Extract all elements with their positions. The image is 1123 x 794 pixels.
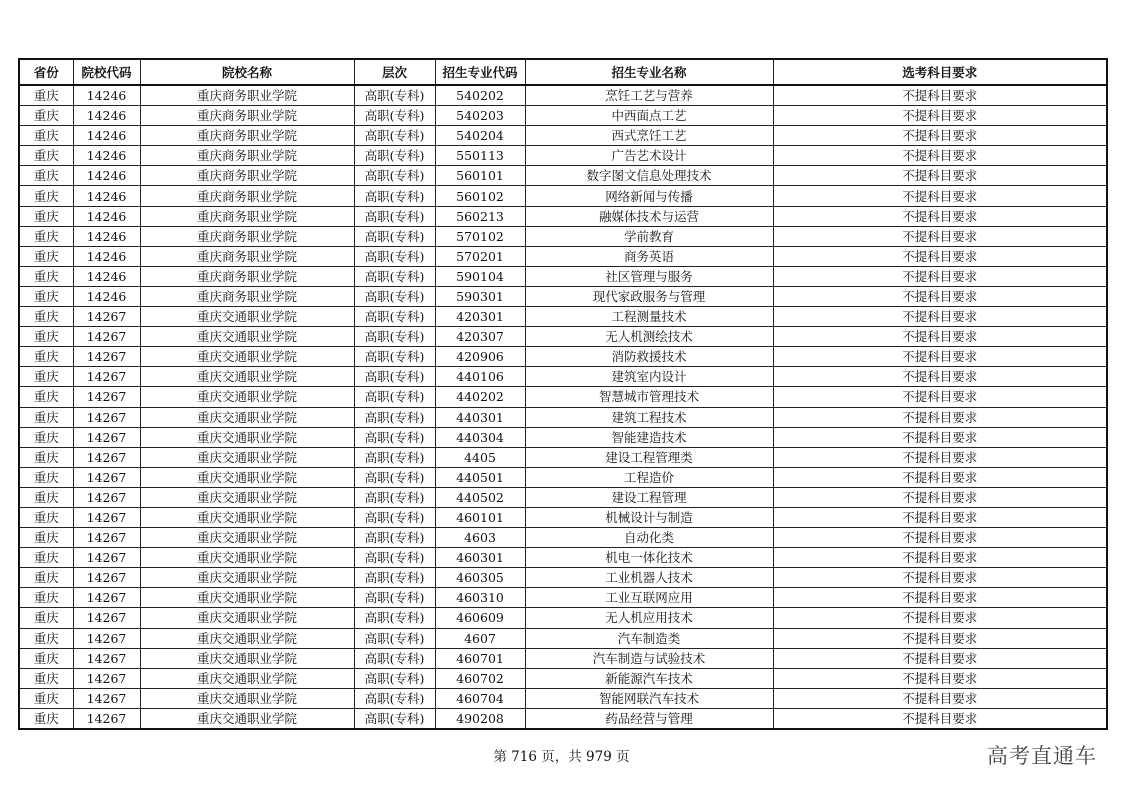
cell-school-code: 14267 [73,307,140,327]
cell-school-name: 重庆交通职业学院 [140,507,354,527]
cell-subject-requirement: 不提科目要求 [773,206,1107,226]
cell-school-name: 重庆交通职业学院 [140,688,354,708]
cell-level: 高职(专科) [354,246,435,266]
cell-school-name: 重庆交通职业学院 [140,708,354,729]
cell-subject-requirement: 不提科目要求 [773,146,1107,166]
cell-subject-requirement: 不提科目要求 [773,608,1107,628]
cell-subject-requirement: 不提科目要求 [773,246,1107,266]
table-row [19,85,1107,106]
cell-province: 重庆 [19,246,73,266]
header-school-name: 院校名称 [140,59,354,85]
cell-school-name: 重庆商务职业学院 [140,206,354,226]
header-province: 省份 [19,59,73,85]
cell-school-name: 重庆交通职业学院 [140,387,354,407]
cell-school-code: 14267 [73,668,140,688]
cell-major-code: 570102 [435,226,525,246]
cell-subject-requirement: 不提科目要求 [773,367,1107,387]
table-row [19,528,1107,548]
table-row [19,307,1107,327]
cell-school-name: 重庆商务职业学院 [140,85,354,106]
header-level: 层次 [354,59,435,85]
cell-province: 重庆 [19,206,73,226]
table-row [19,106,1107,126]
cell-level: 高职(专科) [354,528,435,548]
table-row [19,246,1107,266]
cell-province: 重庆 [19,347,73,367]
cell-province: 重庆 [19,668,73,688]
cell-school-code: 14267 [73,608,140,628]
cell-province: 重庆 [19,186,73,206]
cell-major-name: 机械设计与制造 [525,507,773,527]
cell-school-name: 重庆商务职业学院 [140,126,354,146]
cell-level: 高职(专科) [354,166,435,186]
cell-school-name: 重庆交通职业学院 [140,427,354,447]
cell-school-name: 重庆交通职业学院 [140,467,354,487]
table-row [19,146,1107,166]
cell-subject-requirement: 不提科目要求 [773,688,1107,708]
cell-province: 重庆 [19,608,73,628]
cell-school-code: 14267 [73,387,140,407]
table-row [19,568,1107,588]
cell-subject-requirement: 不提科目要求 [773,226,1107,246]
cell-school-code: 14267 [73,507,140,527]
cell-level: 高职(专科) [354,487,435,507]
cell-major-name: 工业互联网应用 [525,588,773,608]
cell-major-code: 540204 [435,126,525,146]
header-major-code: 招生专业代码 [435,59,525,85]
cell-major-name: 中西面点工艺 [525,106,773,126]
cell-school-name: 重庆交通职业学院 [140,307,354,327]
header-subject-requirement: 选考科目要求 [773,59,1107,85]
cell-major-name: 智能网联汽车技术 [525,688,773,708]
cell-subject-requirement: 不提科目要求 [773,648,1107,668]
cell-subject-requirement: 不提科目要求 [773,487,1107,507]
cell-major-code: 440202 [435,387,525,407]
table-row [19,688,1107,708]
cell-major-code: 4607 [435,628,525,648]
cell-province: 重庆 [19,548,73,568]
table-row [19,186,1107,206]
cell-school-code: 14267 [73,407,140,427]
cell-major-code: 420301 [435,307,525,327]
cell-subject-requirement: 不提科目要求 [773,447,1107,467]
cell-subject-requirement: 不提科目要求 [773,166,1107,186]
table-row [19,407,1107,427]
cell-school-name: 重庆交通职业学院 [140,588,354,608]
cell-school-name: 重庆交通职业学院 [140,568,354,588]
cell-major-code: 460704 [435,688,525,708]
cell-level: 高职(专科) [354,206,435,226]
cell-subject-requirement: 不提科目要求 [773,407,1107,427]
cell-province: 重庆 [19,648,73,668]
cell-school-code: 14246 [73,85,140,106]
cell-major-name: 新能源汽车技术 [525,668,773,688]
cell-major-name: 无人机应用技术 [525,608,773,628]
cell-school-name: 重庆交通职业学院 [140,648,354,668]
cell-school-code: 14246 [73,126,140,146]
table-row [19,467,1107,487]
cell-major-code: 490208 [435,708,525,729]
cell-level: 高职(专科) [354,447,435,467]
cell-subject-requirement: 不提科目要求 [773,568,1107,588]
cell-level: 高职(专科) [354,347,435,367]
cell-school-name: 重庆交通职业学院 [140,628,354,648]
cell-province: 重庆 [19,126,73,146]
cell-subject-requirement: 不提科目要求 [773,528,1107,548]
cell-province: 重庆 [19,487,73,507]
cell-school-code: 14246 [73,146,140,166]
cell-major-name: 建筑室内设计 [525,367,773,387]
cell-major-name: 工程测量技术 [525,307,773,327]
cell-major-name: 数字图文信息处理技术 [525,166,773,186]
cell-school-code: 14267 [73,528,140,548]
table-row [19,668,1107,688]
cell-major-code: 460305 [435,568,525,588]
cell-major-code: 560101 [435,166,525,186]
cell-school-name: 重庆商务职业学院 [140,226,354,246]
cell-school-name: 重庆交通职业学院 [140,608,354,628]
cell-school-name: 重庆交通职业学院 [140,367,354,387]
cell-level: 高职(专科) [354,548,435,568]
cell-school-code: 14267 [73,708,140,729]
cell-school-name: 重庆商务职业学院 [140,266,354,286]
cell-level: 高职(专科) [354,467,435,487]
cell-major-name: 烹饪工艺与营养 [525,85,773,106]
cell-major-name: 学前教育 [525,226,773,246]
cell-school-name: 重庆商务职业学院 [140,186,354,206]
table-row [19,487,1107,507]
table-row [19,507,1107,527]
cell-level: 高职(专科) [354,507,435,527]
cell-school-code: 14267 [73,447,140,467]
cell-major-code: 590301 [435,286,525,306]
cell-major-code: 440501 [435,467,525,487]
table-row [19,548,1107,568]
cell-level: 高职(专科) [354,307,435,327]
cell-major-code: 440304 [435,427,525,447]
cell-school-name: 重庆交通职业学院 [140,487,354,507]
cell-major-code: 440301 [435,407,525,427]
table-row [19,327,1107,347]
cell-school-code: 14246 [73,286,140,306]
cell-school-code: 14267 [73,327,140,347]
cell-level: 高职(专科) [354,186,435,206]
cell-province: 重庆 [19,85,73,106]
cell-subject-requirement: 不提科目要求 [773,126,1107,146]
table-row [19,286,1107,306]
table-row [19,447,1107,467]
cell-school-code: 14267 [73,648,140,668]
cell-province: 重庆 [19,708,73,729]
cell-school-code: 14267 [73,347,140,367]
cell-major-name: 西式烹饪工艺 [525,126,773,146]
cell-subject-requirement: 不提科目要求 [773,628,1107,648]
cell-level: 高职(专科) [354,367,435,387]
cell-major-name: 建设工程管理类 [525,447,773,467]
cell-level: 高职(专科) [354,85,435,106]
cell-major-code: 460702 [435,668,525,688]
cell-major-name: 无人机测绘技术 [525,327,773,347]
cell-major-code: 550113 [435,146,525,166]
cell-province: 重庆 [19,226,73,246]
cell-province: 重庆 [19,266,73,286]
cell-subject-requirement: 不提科目要求 [773,307,1107,327]
header-major-name: 招生专业名称 [525,59,773,85]
table-row [19,648,1107,668]
cell-province: 重庆 [19,307,73,327]
cell-school-code: 14246 [73,106,140,126]
cell-school-name: 重庆交通职业学院 [140,327,354,347]
table-row [19,427,1107,447]
cell-major-code: 540202 [435,85,525,106]
cell-subject-requirement: 不提科目要求 [773,507,1107,527]
cell-subject-requirement: 不提科目要求 [773,708,1107,729]
table-row [19,347,1107,367]
cell-school-name: 重庆交通职业学院 [140,447,354,467]
cell-major-name: 建筑工程技术 [525,407,773,427]
watermark-logo: 高考直通车 [987,744,1097,768]
cell-major-name: 汽车制造与试验技术 [525,648,773,668]
cell-province: 重庆 [19,367,73,387]
cell-subject-requirement: 不提科目要求 [773,427,1107,447]
cell-major-code: 570201 [435,246,525,266]
cell-province: 重庆 [19,628,73,648]
cell-level: 高职(专科) [354,126,435,146]
cell-major-code: 440502 [435,487,525,507]
cell-school-name: 重庆商务职业学院 [140,166,354,186]
cell-province: 重庆 [19,146,73,166]
cell-school-code: 14246 [73,206,140,226]
cell-province: 重庆 [19,507,73,527]
cell-subject-requirement: 不提科目要求 [773,347,1107,367]
cell-school-code: 14267 [73,367,140,387]
cell-major-name: 工程造价 [525,467,773,487]
cell-province: 重庆 [19,166,73,186]
cell-level: 高职(专科) [354,568,435,588]
cell-major-name: 机电一体化技术 [525,548,773,568]
cell-school-name: 重庆商务职业学院 [140,106,354,126]
header-school-code: 院校代码 [73,59,140,85]
cell-major-code: 4603 [435,528,525,548]
cell-province: 重庆 [19,286,73,306]
cell-subject-requirement: 不提科目要求 [773,588,1107,608]
cell-level: 高职(专科) [354,327,435,347]
cell-level: 高职(专科) [354,226,435,246]
cell-province: 重庆 [19,568,73,588]
cell-subject-requirement: 不提科目要求 [773,327,1107,347]
cell-subject-requirement: 不提科目要求 [773,286,1107,306]
admissions-table [18,58,1108,730]
cell-major-code: 540203 [435,106,525,126]
cell-school-code: 14246 [73,226,140,246]
cell-subject-requirement: 不提科目要求 [773,106,1107,126]
cell-school-code: 14267 [73,588,140,608]
cell-province: 重庆 [19,467,73,487]
cell-major-code: 460310 [435,588,525,608]
cell-major-name: 汽车制造类 [525,628,773,648]
table-row [19,628,1107,648]
cell-major-code: 460301 [435,548,525,568]
cell-major-name: 商务英语 [525,246,773,266]
cell-school-code: 14246 [73,246,140,266]
cell-school-name: 重庆交通职业学院 [140,548,354,568]
cell-province: 重庆 [19,528,73,548]
cell-major-name: 消防救援技术 [525,347,773,367]
cell-subject-requirement: 不提科目要求 [773,266,1107,286]
cell-school-name: 重庆交通职业学院 [140,407,354,427]
cell-major-name: 智能建造技术 [525,427,773,447]
cell-level: 高职(专科) [354,688,435,708]
cell-level: 高职(专科) [354,407,435,427]
table-row [19,266,1107,286]
cell-major-code: 420307 [435,327,525,347]
cell-level: 高职(专科) [354,106,435,126]
cell-school-name: 重庆交通职业学院 [140,347,354,367]
cell-major-code: 560102 [435,186,525,206]
table-body [19,85,1107,729]
cell-province: 重庆 [19,688,73,708]
cell-level: 高职(专科) [354,608,435,628]
cell-school-name: 重庆商务职业学院 [140,246,354,266]
cell-school-code: 14246 [73,166,140,186]
cell-level: 高职(专科) [354,266,435,286]
cell-school-code: 14267 [73,688,140,708]
cell-province: 重庆 [19,588,73,608]
cell-major-name: 智慧城市管理技术 [525,387,773,407]
table-row [19,608,1107,628]
cell-major-code: 460101 [435,507,525,527]
table-header-row [19,59,1107,85]
cell-major-name: 融媒体技术与运营 [525,206,773,226]
cell-school-name: 重庆商务职业学院 [140,286,354,306]
cell-school-name: 重庆商务职业学院 [140,146,354,166]
cell-province: 重庆 [19,327,73,347]
cell-subject-requirement: 不提科目要求 [773,668,1107,688]
table-row [19,226,1107,246]
cell-major-code: 460609 [435,608,525,628]
cell-major-name: 药品经营与管理 [525,708,773,729]
cell-school-code: 14267 [73,548,140,568]
cell-school-code: 14267 [73,568,140,588]
cell-level: 高职(专科) [354,708,435,729]
cell-major-code: 590104 [435,266,525,286]
table-row [19,367,1107,387]
cell-major-name: 社区管理与服务 [525,266,773,286]
cell-school-code: 14246 [73,266,140,286]
table-row [19,588,1107,608]
cell-school-code: 14267 [73,427,140,447]
cell-level: 高职(专科) [354,648,435,668]
cell-level: 高职(专科) [354,387,435,407]
cell-major-name: 自动化类 [525,528,773,548]
cell-level: 高职(专科) [354,668,435,688]
cell-subject-requirement: 不提科目要求 [773,548,1107,568]
table-row [19,206,1107,226]
cell-school-code: 14267 [73,628,140,648]
cell-school-code: 14267 [73,487,140,507]
cell-school-name: 重庆交通职业学院 [140,668,354,688]
cell-level: 高职(专科) [354,427,435,447]
cell-major-name: 工业机器人技术 [525,568,773,588]
cell-school-code: 14267 [73,467,140,487]
cell-major-code: 4405 [435,447,525,467]
cell-level: 高职(专科) [354,286,435,306]
table-row [19,166,1107,186]
cell-major-code: 560213 [435,206,525,226]
cell-major-code: 420906 [435,347,525,367]
cell-province: 重庆 [19,106,73,126]
cell-province: 重庆 [19,447,73,467]
cell-school-code: 14246 [73,186,140,206]
cell-major-name: 现代家政服务与管理 [525,286,773,306]
cell-major-code: 460701 [435,648,525,668]
table-row [19,126,1107,146]
cell-province: 重庆 [19,407,73,427]
cell-subject-requirement: 不提科目要求 [773,387,1107,407]
page-number: 第 716 页，共 979 页 [493,749,630,765]
cell-major-name: 广告艺术设计 [525,146,773,166]
cell-province: 重庆 [19,427,73,447]
cell-major-name: 网络新闻与传播 [525,186,773,206]
table-row [19,387,1107,407]
table-row [19,708,1107,729]
cell-subject-requirement: 不提科目要求 [773,186,1107,206]
cell-level: 高职(专科) [354,628,435,648]
cell-major-name: 建设工程管理 [525,487,773,507]
cell-major-code: 440106 [435,367,525,387]
cell-subject-requirement: 不提科目要求 [773,467,1107,487]
cell-subject-requirement: 不提科目要求 [773,85,1107,106]
cell-level: 高职(专科) [354,146,435,166]
cell-province: 重庆 [19,387,73,407]
cell-level: 高职(专科) [354,588,435,608]
cell-school-name: 重庆交通职业学院 [140,528,354,548]
